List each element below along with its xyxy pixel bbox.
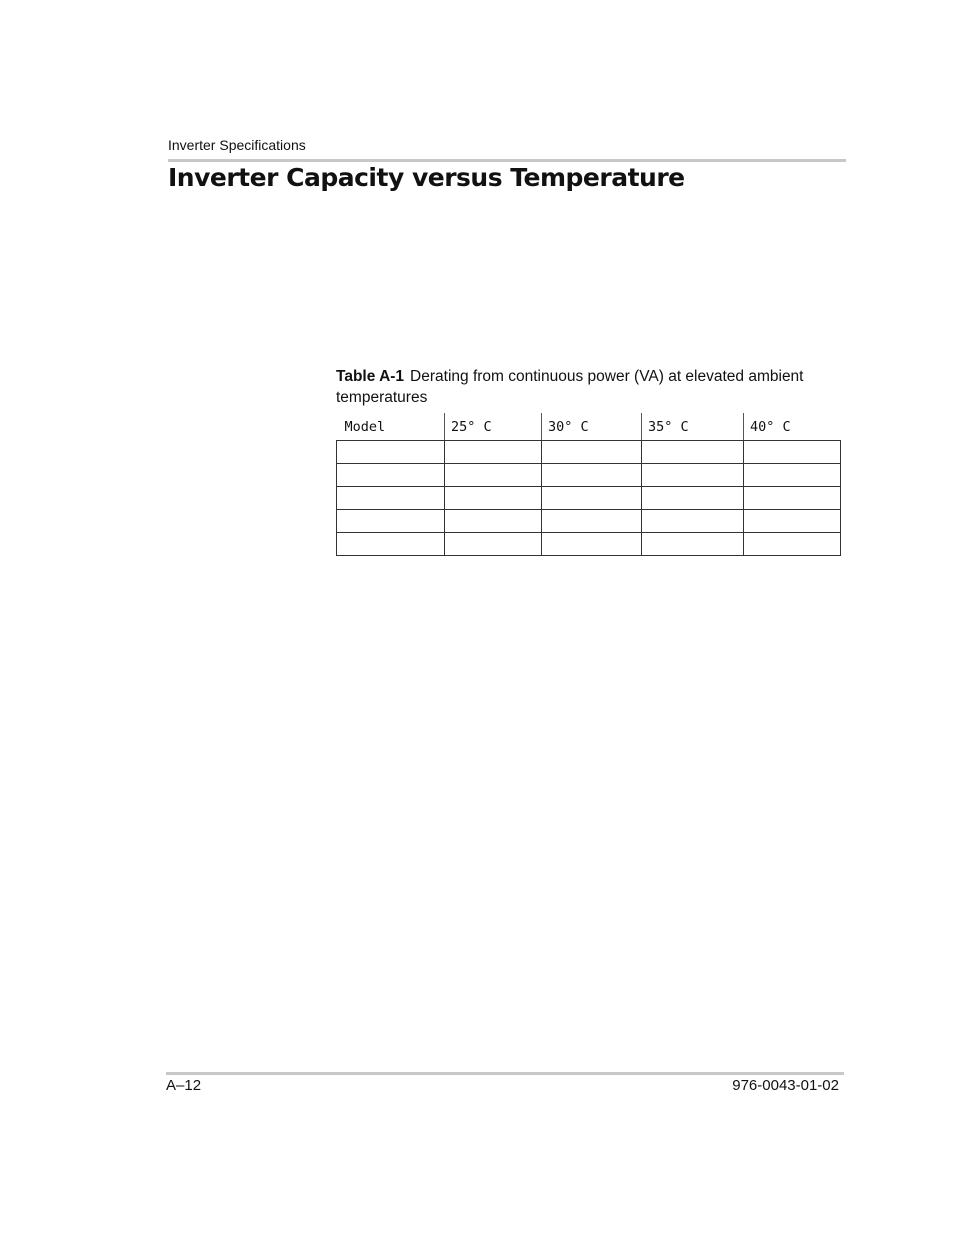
- table-cell: [744, 441, 841, 464]
- column-header-25c: 25° C: [445, 413, 542, 441]
- table-cell: [744, 533, 841, 556]
- table-row: [337, 464, 841, 487]
- table-cell: [642, 464, 744, 487]
- footer-rule: [166, 1072, 844, 1075]
- running-header: Inverter Specifications: [168, 137, 306, 153]
- table-row: [337, 487, 841, 510]
- table-row: [337, 441, 841, 464]
- table-cell: [744, 464, 841, 487]
- table-cell: [542, 533, 642, 556]
- table-cell: [337, 487, 445, 510]
- table-cell: [642, 487, 744, 510]
- table-cell: [445, 510, 542, 533]
- table-cell: [337, 533, 445, 556]
- table-cell: [744, 510, 841, 533]
- document-number: 976-0043-01-02: [732, 1077, 839, 1094]
- table-cell: [744, 487, 841, 510]
- table-cell: [445, 487, 542, 510]
- table-cell: [542, 510, 642, 533]
- column-header-40c: 40° C: [744, 413, 841, 441]
- page-title: Inverter Capacity versus Temperature: [168, 163, 685, 192]
- table-cell: [337, 464, 445, 487]
- table-header-row: [337, 413, 841, 441]
- table-cell: [642, 441, 744, 464]
- table-row: [337, 533, 841, 556]
- table-caption: [336, 366, 846, 408]
- column-header-35c: 35° C: [642, 413, 744, 441]
- column-header-30c: 30° C: [542, 413, 642, 441]
- table-cell: [445, 441, 542, 464]
- table-cell: [337, 510, 445, 533]
- table-cell: [445, 533, 542, 556]
- table-cell: [542, 441, 642, 464]
- column-header-model: Model: [337, 413, 445, 441]
- table-cell: [542, 487, 642, 510]
- table-caption-label: Table A-1: [336, 368, 405, 385]
- table-row: [337, 510, 841, 533]
- table-cell: [445, 464, 542, 487]
- table-caption-text: Derating from continuous power (VA) at elevated ambient temperatures: [336, 368, 804, 406]
- table-cell: [337, 441, 445, 464]
- table-cell: [642, 533, 744, 556]
- table-cell: [542, 464, 642, 487]
- page-number: A–12: [166, 1077, 202, 1094]
- derating-table: [336, 413, 841, 556]
- table-cell: [642, 510, 744, 533]
